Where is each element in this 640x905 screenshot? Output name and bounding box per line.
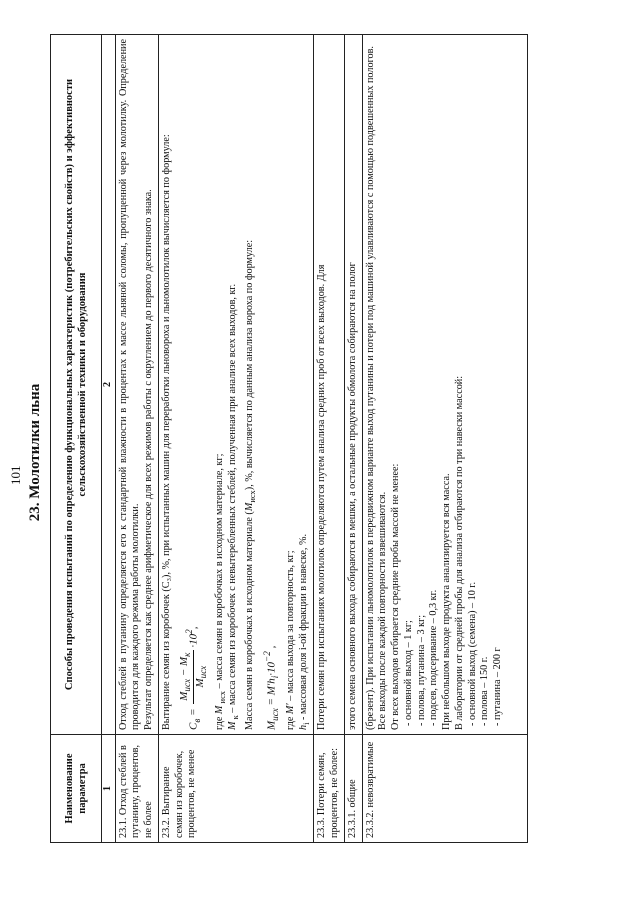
formula2-rhs-sub: i (269, 675, 280, 679)
formula2-lhs: M (265, 720, 278, 730)
num-symbol: M (177, 691, 190, 701)
table-row (158, 35, 314, 843)
header-parameter-name: Наименование параметра (51, 735, 102, 843)
where-text: – масса выхода за повторность, кг; (285, 550, 297, 704)
parameters-table (50, 34, 528, 843)
where-sub: i (300, 722, 311, 725)
param-23-3-name: 23.3. Потери семян, процентов, не более: (314, 735, 345, 843)
num-sub-1: исх (181, 678, 192, 692)
where-sym: h (297, 724, 309, 730)
table-row (115, 35, 158, 843)
mass-sub: исх (247, 490, 258, 503)
losses-line: - основной выход (семена) – 10 г. (466, 582, 478, 726)
page-number: 101 (8, 465, 23, 485)
where-m-k (227, 39, 241, 730)
losses-line: (брезент). При испытании льномолотилок в передвижном варианте выход путанины и потери под машиной улавливаются с помощью подвешенных пологов. (364, 46, 376, 730)
param-23-3-2-method (362, 35, 527, 735)
where-text: - массовая доля i-ой фракции в навеске, %. (297, 534, 309, 723)
losses-line: - путанина – 200 г (492, 647, 504, 726)
den-sub: исх (198, 665, 209, 679)
num-sub-2: к (181, 652, 192, 657)
where-sym: M (227, 721, 239, 730)
formula2-multiplier: ·10 (265, 661, 278, 676)
where-sub: исх (216, 690, 227, 706)
mass-sym: M (244, 502, 256, 512)
losses-line: - полова – 150 г. (479, 656, 491, 726)
formula-numerator (178, 650, 195, 704)
formula-seed-extraction: $C_в$ = $M_{исх} - M_к$ $M_{исх}$ $\cdot 10^2$, (177, 626, 209, 730)
losses-line: От всех выходов отбирается средние пробы массой не менее: (390, 463, 402, 730)
section-title: 23. Молотилки льна (27, 383, 43, 522)
where-m-prime (285, 39, 298, 730)
param-23-3-method: Потери семян при испытаниях молотилок определяются путем анализа средних проб от всех выходов. Для (314, 35, 345, 735)
where-pre: где (213, 714, 225, 730)
formula2-lhs-sub: исх (269, 708, 280, 721)
losses-line: - основной выход – 1 кг; (402, 620, 414, 726)
param-23-1-result: Результат определяется как среднее арифметическое для всех режимов работы с округлением до первого десятичного знака. (143, 189, 154, 730)
formula-fraction (178, 650, 210, 704)
where-text: – масса семян в коробочках в исходном материале, кг; (213, 453, 225, 691)
losses-line: - подсев, подсеривание – 0,3 кг. (428, 589, 440, 726)
losses-line: - полова, путанина – 3 кг; (415, 614, 427, 726)
table-row (344, 35, 362, 843)
where-text: – масса семян из коробочек с невытеребленных стеблей, полученная при анализе всех выходов, кг. (227, 283, 239, 716)
where-sym: M (213, 705, 225, 715)
formula-lhs: C (187, 722, 200, 730)
param-23-3-2-name: 23.3.2. невозвратимые (362, 735, 527, 843)
formula2-exponent: −2 (261, 651, 272, 662)
where-sym: M′ (285, 703, 297, 715)
losses-line: Все выходы после каждой повторности взвешиваются. (377, 491, 389, 730)
where-m-ish (214, 39, 228, 730)
formula2-end: , (265, 645, 278, 652)
table-row (362, 35, 527, 843)
formula-exponent: 2 (183, 629, 194, 634)
losses-line: При небольшом выходе продукта анализируется вся масса. (441, 473, 453, 730)
param-23-1-name: 23.1. Отход стеблей в путанину, процентов, не более (115, 735, 158, 843)
losses-line: В лаборатории от средней пробы для анализа отбираются по три навески массой: (453, 375, 465, 730)
num-minus-symbol: − M (177, 656, 190, 679)
formula-end: , (187, 626, 200, 630)
where-sub: к (230, 715, 241, 722)
formula-denominator (194, 650, 210, 704)
table-row (314, 35, 345, 843)
param-23-1-text: Отход стеблей в путанину определяется его к стандартной влажности в процентах к массе льняной соломы, пропущенной через молотилку. Определение проводится для каждого режима работы молотилки. (117, 39, 142, 730)
param-23-3-1-method: этого семена основного выхода собираются в мешки, а остальные продукты обмолота собираются на полог (344, 35, 362, 735)
table-header-row (51, 35, 102, 843)
column-number-2: 2 (102, 35, 116, 735)
formula-multiplier: ·10 (187, 633, 200, 648)
param-23-1-method (115, 35, 158, 735)
where-pre: где (285, 714, 297, 730)
column-number-row (102, 35, 116, 843)
column-number-1: 1 (102, 735, 116, 843)
where-h-i (298, 39, 312, 730)
mass-pre: Масса семян в коробочках в исходном материале ( (244, 511, 256, 730)
param-23-2-name: 23.2. Вытирание семян из коробочек, процентов, не менее (158, 735, 314, 843)
mass-formula-intro (244, 39, 258, 730)
formula-initial-mass (262, 39, 281, 730)
param-23-2-intro: Вытирание семян из коробочек (C₃), %, при испытанных машин для переработки льновороха и льномолотилок вычисляется по формуле: (160, 134, 172, 730)
den-symbol: M (194, 678, 207, 688)
header-test-methods: Способы проведения испытаний по определению функциональных характеристик (потребительских свойств) и эффективности сельскохозяйственной техники и оборудования (51, 35, 102, 735)
mass-post: ), %, вычисляется по данным анализа вороха по формуле: (244, 239, 256, 491)
param-23-2-method (158, 35, 314, 735)
param-23-3-1-name: 23.3.1. общие (344, 735, 362, 843)
formula-lhs-sub: в (191, 718, 202, 723)
formula2-rhs: = M′h (265, 678, 278, 709)
